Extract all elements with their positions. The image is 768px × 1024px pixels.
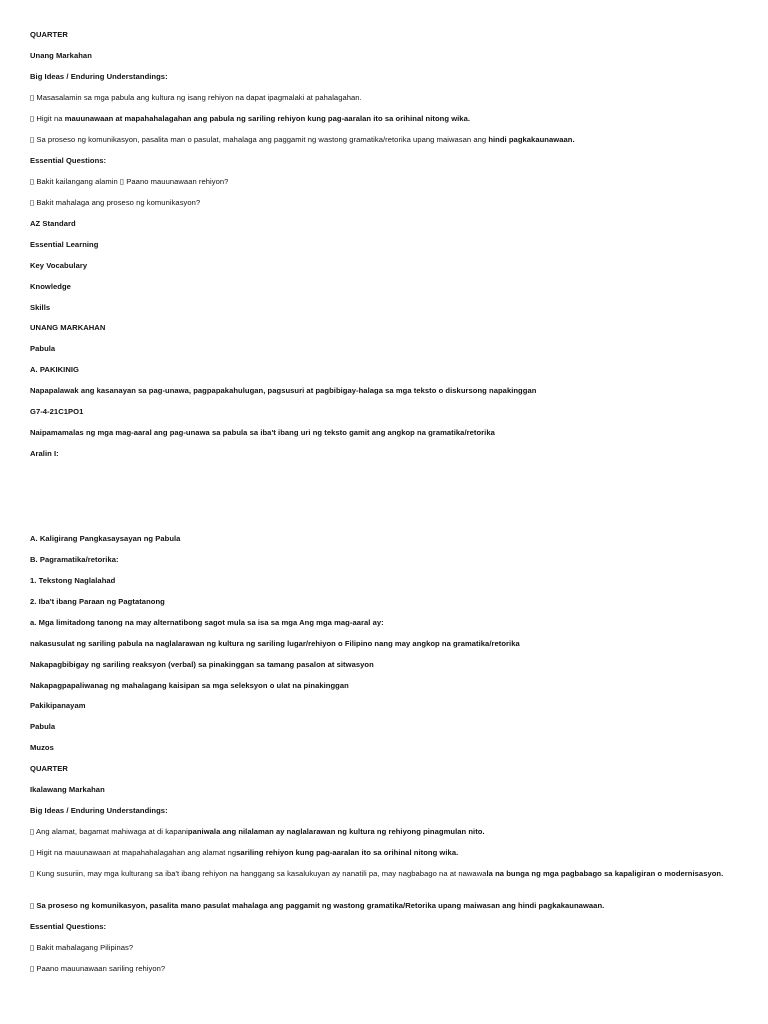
big-idea-item: ▯ Higit na mauunawaan at mapahahalagahan ang alamat ngsariling rehiyon kung pag-aaralan ito sa orihinal nitong wika. [30,848,459,857]
nakapagpapaliwanag-item: Nakapagpapaliwanag ng mahalagang kaisipan sa mga seleksyon o ulat na pinakinggan [30,681,349,690]
pagramatika-item: B. Pagramatika/retorika: [30,555,119,564]
key-vocabulary-label: Key Vocabulary [30,261,88,270]
nakapagbibigay-item: Nakapagbibigay ng sariling reaksyon (verbal) sa pinakinggan sa tamang pasalon at sitwasyon [30,660,374,669]
markahan-title: Unang Markahan [30,51,92,60]
pakikipanayam-item: Pakikipanayam [30,701,86,710]
pakikinig-description: Napapalawak ang kasanayan sa pag-unawa, pagpapakahulugan, pagsusuri at pagbibigay-halaga sa mga teksto o diskursong napakinggan [30,386,537,395]
competency-code: G7-4-21C1PO1 [30,407,84,416]
essential-question-item: ▯ Bakit kailangang alamin ▯ Paano mauunawaan rehiyon? [30,177,229,186]
big-idea-item: ▯ Higit na mauunawaan at mapahahalagahan ang pabula ng sariling rehiyon kung pag-aaralan ito sa orihinal nitong wika. [30,114,471,123]
limitadong-item: a. Mga limitadong tanong na may alternatibong sagot mula sa isa sa mga Ang mga mag-aaral ay: [30,618,384,627]
knowledge-label: Knowledge [30,282,71,291]
unang-markahan-heading: UNANG MARKAHAN [30,323,106,332]
essential-questions-label: Essential Questions: [30,156,107,165]
big-idea-item: ▯ Ang alamat, bagamat mahiwaga at di kapanipaniwala ang nilalaman ay naglalarawan ng kultura ng rehiyong pinagmulan nito. [30,827,485,836]
essential-question-item: ▯ Paano mauunawaan sariling rehiyon? [30,964,166,973]
big-idea-item: ▯ Kung susuriin, may mga kulturang sa iba't ibang rehiyon na hanggang sa kasalukuyan ay nanatili pa, may nagbabago na at nawawala na bunga ng mga pagbabago sa kapaligiran o modernisasyon. [30,869,724,878]
pabula-item: Pabula [30,722,56,731]
pabula-heading: Pabula [30,344,56,353]
essential-question-item: ▯ Bakit mahalagang Pilipinas? [30,943,134,952]
pakikinig-heading: A. PAKIKINIG [30,365,79,374]
big-idea-item: ▯ Sa proseso ng komunikasyon, pasalita man o pasulat, mahalaga ang paggamit ng wastong gramatika/retorika upang maiwasan ang hindi pagkakaunawaan. [30,135,575,144]
quarter-heading: QUARTER [30,764,68,773]
big-idea-item: ▯ Sa proseso ng komunikasyon, pasalita mano pasulat mahalaga ang paggamit ng wastong gramatika/Retorika upang maiwasan ang hindi pagkakaunawaan. [30,901,605,910]
big-idea-item: ▯ Masasalamin sa mga pabula ang kultura ng isang rehiyon na dapat ipagmalaki at pahalagahan. [30,93,362,102]
az-standard-label: AZ Standard [30,219,76,228]
aralin-label: Aralin I: [30,449,59,458]
essential-learning-label: Essential Learning [30,240,99,249]
big-ideas-label: Big Ideas / Enduring Understandings: [30,72,168,81]
quarter-heading: QUARTER [30,30,68,39]
big-ideas-label: Big Ideas / Enduring Understandings: [30,806,168,815]
skills-label: Skills [30,303,51,312]
markahan-title: Ikalawang Markahan [30,785,105,794]
tekstong-item: 1. Tekstong Naglalahad [30,576,116,585]
kaligirang-item: A. Kaligirang Pangkasaysayan ng Pabula [30,534,181,543]
muzos-item: Muzos [30,743,54,752]
competency-description: Naipamamalas ng mga mag-aaral ang pag-unawa sa pabula sa iba't ibang uri ng teksto gamit ang angkop na gramatika/retorika [30,428,495,437]
essential-questions-label: Essential Questions: [30,922,107,931]
essential-question-item: ▯ Bakit mahalaga ang proseso ng komunikasyon? [30,198,201,207]
nakasusulat-item: nakasusulat ng sariling pabula na naglalarawan ng kultura ng sariling lugar/rehiyon o Filipino nang may angkop na gramatika/retorika [30,639,520,648]
iba-ibang-item: 2. Iba't ibang Paraan ng Pagtatanong [30,597,165,606]
